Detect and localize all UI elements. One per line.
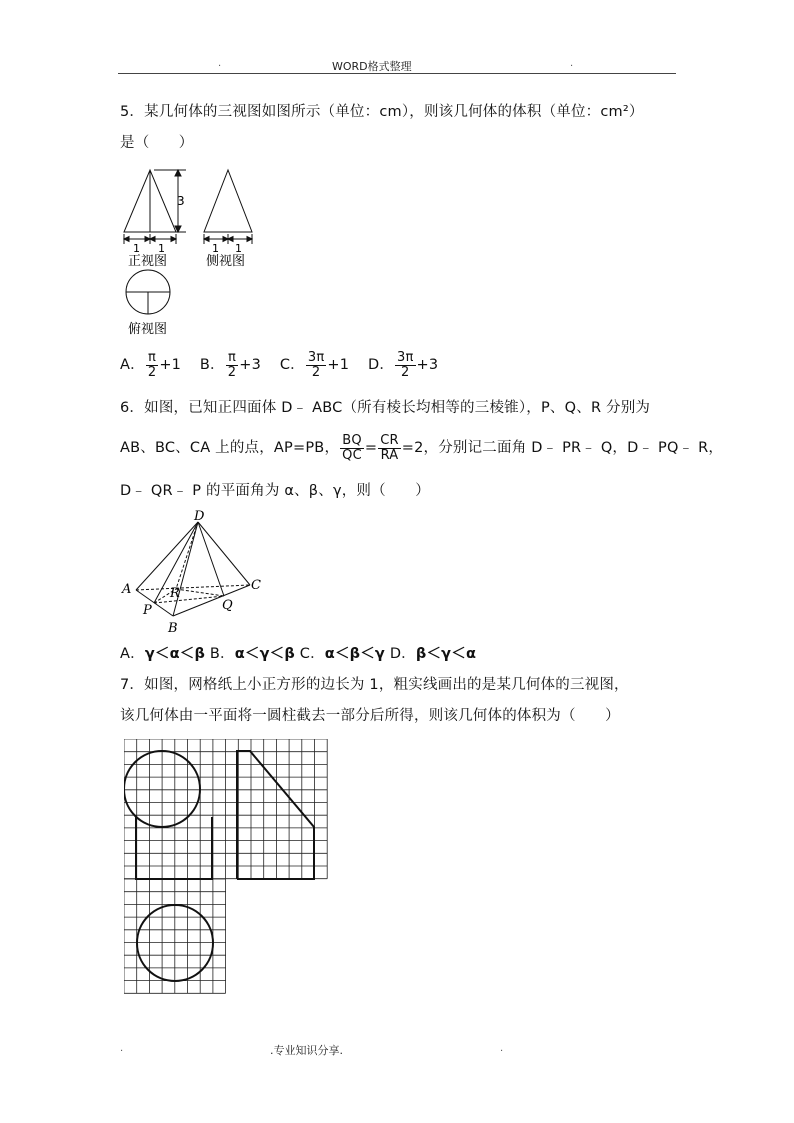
q6-line1: 6．如图，已知正四面体 D﹣ ABC（所有棱长均相等的三棱锥），P、Q、R 分别为 [120,400,651,416]
footer-text: .专业知识分享. [270,1044,343,1057]
q6-line3: D﹣ QR﹣ P 的平面角为 α、β、γ，则（ ） [120,483,430,499]
header-title: WORD格式整理 [332,60,412,73]
edge-AC-hidden [136,585,250,590]
label-P: P [143,603,152,618]
edge-RQ-hidden [176,589,224,596]
q5-c-fraction: $\frac{3\pi}{2}$ [307,349,325,380]
q5-option-b[interactable]: B． $\frac{\pi}{2}$ +3 [199,349,262,380]
footer-dot-left: . [120,1043,124,1054]
footer-dot-right: . [500,1043,504,1054]
header-dot-right: . [570,58,574,69]
q5-d-fraction: $\frac{3\pi}{2}$ [397,349,414,380]
label-A: A [122,582,132,597]
q6-fraction-bq-qc: $\frac{BQ}{QC}$ [342,432,362,463]
q5-options [120,350,438,380]
side-dim-1b: 1 [235,242,242,255]
front-view-label: 正视图 [128,254,168,269]
label-D: D [194,510,205,524]
q5-option-a[interactable]: A． $\frac{\pi}{2}$ +1 [120,349,182,380]
front-view-triangle [124,170,176,232]
q5-b-fraction: $\frac{\pi}{2}$ [227,349,237,380]
q7-line2: 该几何体由一平面将一圆柱截去一部分后所得，则该几何体的体积为（ ） [120,708,620,724]
q6-option-c[interactable]: C．α＜β＜γ [299,646,385,662]
q5-a-fraction: $\frac{\pi}{2}$ [147,349,157,380]
q5-line1: 5．某几何体的三视图如图所示（单位：cm），则该几何体的体积（单位：cm²） [120,104,644,120]
side-view-label: 侧视图 [206,254,246,269]
label-B: B [168,621,178,636]
side-view-triangle [204,170,252,232]
q5-three-view-figure [118,162,268,342]
front-width-dimension [124,234,176,244]
label-R: R [170,586,180,601]
edge-DQ [198,522,224,596]
q5-line2: 是（ ） [120,135,194,151]
q5-option-c[interactable]: C． $\frac{3\pi}{2}$ +1 [279,349,350,380]
edge-BC [173,585,250,616]
q6-fraction-cr-ra: $\frac{CR}{RA}$ [380,432,399,463]
edge-DC [198,522,250,585]
q6-option-b[interactable]: B．α＜γ＜β [209,646,295,662]
grid-front-side [124,739,327,879]
front-dim-1b: 1 [158,242,165,255]
q7-grid-three-view-figure [124,739,330,995]
q6-line2: AB、BC、CA 上的点，AP=PB， $\frac{BQ}{QC}$ = $\frac{CR}{RA}$ =2，分别记二面角 D﹣ PR﹣ Q，D﹣ PQ﹣ R， [120,432,724,463]
label-C: C [251,578,261,593]
front-dim-1a: 1 [133,242,140,255]
top-view-label: 俯视图 [128,322,168,337]
front-view-outline [136,817,212,879]
label-Q: Q [222,598,233,613]
q6-tetrahedron-figure [118,510,278,640]
grid-top-view [124,879,226,993]
side-dim-1a: 1 [212,242,219,255]
dim-3-label: 3 [177,194,185,208]
q6-option-a[interactable]: A．γ＜α＜β [120,646,206,662]
q6-option-d[interactable]: D．β＜γ＜α [389,646,477,662]
q6-options [120,644,476,664]
header-rule [118,73,676,74]
q5-option-d[interactable]: D． $\frac{3\pi}{2}$ +3 [367,349,439,380]
q7-line1: 7．如图，网格纸上小正方形的边长为 1，粗实线画出的是某几何体的三视图， [120,677,629,693]
header-dot-left: . [218,58,222,69]
top-view-shape [126,270,170,314]
